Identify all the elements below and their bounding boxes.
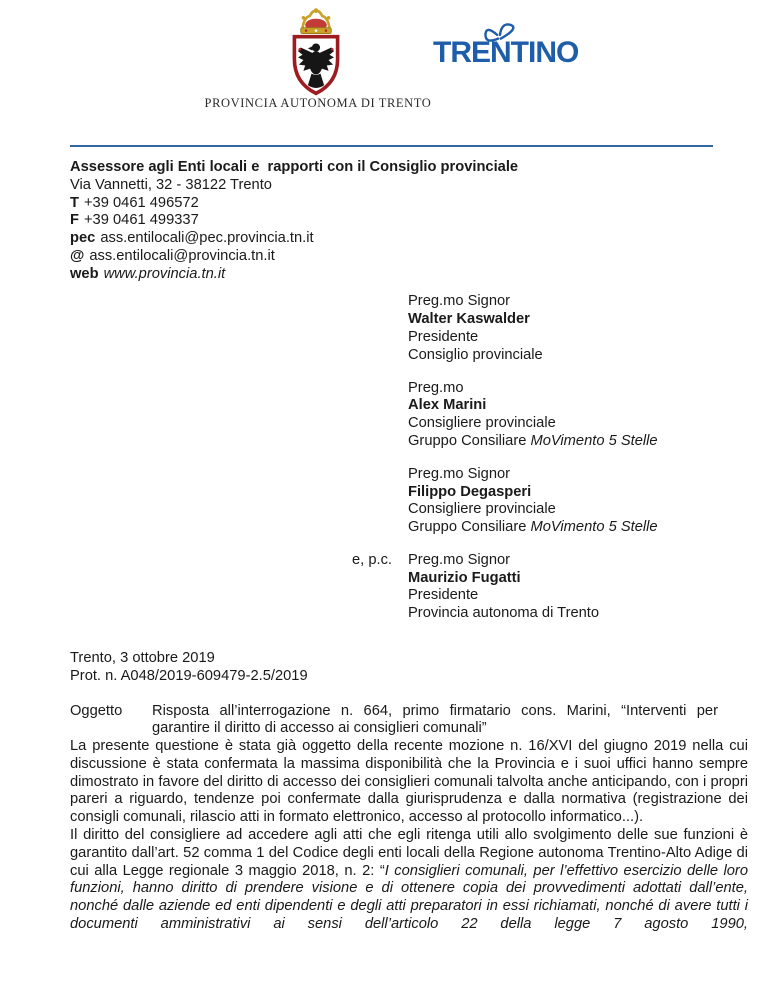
fax-value: +39 0461 499337 [83,212,199,229]
sender-department: Assessore agli Enti locali e rapporti con il Consiglio provinciale [70,159,519,175]
email-value: ass.entilocali@provincia.tn.it [89,247,275,264]
recipient-marini [408,380,748,451]
recipient-org: Gruppo Consiliare MoVimento 5 Stelle [408,432,658,449]
contact-fax [70,212,748,230]
letterhead-divider [70,145,713,147]
coat-of-arms-icon [280,6,352,98]
trentino-logo [433,22,593,84]
recipient-name: Alex Marini [408,397,487,414]
crown-icon [301,8,332,33]
paragraph-2-normal: Il diritto del consigliere ad accedere agli atti che egli ritenga utili allo svolgimento delle sue funzioni è garantito dall’art. 52 comma 1 del Codice degli enti locali della Regione autonoma Trentino-Alto Adige di cui alla Legge regionale 3 maggio 2018, n. 2: “ [70,827,748,879]
recipient-role: Presidente [408,587,479,604]
email-label: @ [70,247,85,264]
sender-block [70,159,748,283]
recipient-role: Presidente [408,329,479,346]
trento-coat-of-arms [280,6,352,103]
copy-notation: e, p.c. [352,551,393,568]
recipient-salutation: Preg.mo Signor [408,551,511,568]
subject-label: Oggetto [70,702,123,719]
recipient-org: Gruppo Consiliare MoVimento 5 Stelle [408,519,658,536]
place-date: Trento, 3 ottobre 2019 [70,649,215,666]
paragraph-2-quote: I consiglieri comunali, per l’effettivo esercizio delle loro funzioni, hanno diritto di prendere visione e di ottenere copia dei provvedimenti adottati dall’ente, nonché dalle aziende ed enti dipendenti e degli atti preparatori in essi richiamati, nonché di avere tutti i documenti amministrativi ai sensi dell’articolo 22 della legge 7 agosto 1990, [70,862,748,932]
web-value: www.provincia.tn.it [103,265,226,282]
sender-address: Via Vannetti, 32 - 38122 Trento [70,176,272,193]
recipient-role: Consigliere provinciale [408,501,556,518]
recipient-fugatti [352,551,748,623]
web-label: web [70,265,99,282]
recipient-kaswalder [408,293,748,364]
phone-value: +39 0461 496572 [83,194,199,211]
letter-content [70,159,748,934]
recipients-block [352,293,748,623]
recipient-salutation: Preg.mo Signor [408,465,511,482]
recipient-name: Filippo Degasperi [408,483,532,500]
recipient-name: Walter Kaswalder [408,311,530,328]
recipient-name: Maurizio Fugatti [408,569,521,586]
body-paragraph-1: La presente questione è stata già oggetto della recente mozione n. 16/XVI del giugno 2019 nella cui discussione è stata confermata la massima disponibilità che la Provincia e i suoi uffici hanno sempre dimostrato in favore del diritto di accesso dei consiglieri comunali talvolta anche anticipando, con i propri pareri a riguardo, tendenze poi confermate dalla giurisprudenza e dalla normativa (registrazione dei consigli comunali, rilascio atti in formato elettronico, accesso al protocollo informatico...). [70,738,748,826]
recipient-org: Provincia autonoma di Trento [408,605,600,622]
phone-label: T [70,194,79,211]
dateline-block [70,650,748,686]
pec-label: pec [70,230,96,247]
contact-pec [70,230,748,248]
fax-label: F [70,212,79,229]
emblem-caption: PROVINCIA AUTONOMA DI TRENTO [204,96,432,110]
letter-body [70,738,748,934]
subject-block [70,703,748,739]
recipient-salutation: Preg.mo Signor [408,293,511,310]
contact-email [70,248,748,266]
protocol-number: Prot. n. A048/2019-609479-2.5/2019 [70,667,308,684]
recipient-org: Consiglio provinciale [408,346,543,363]
subject-text: Risposta all’interrogazione n. 664, primo firmatario cons. Marini, “Interventi per garantire il diritto di accesso ai consiglieri comunali” [152,702,718,737]
contact-phone [70,195,748,213]
recipient-salutation: Preg.mo [408,379,464,396]
trentino-wordmark: TRENTINO [433,36,579,69]
recipient-role: Consigliere provinciale [408,415,556,432]
recipient-degasperi [408,466,748,537]
body-paragraph-2 [70,827,748,934]
pec-value: ass.entilocali@pec.provincia.tn.it [100,230,314,247]
contact-web [70,266,748,284]
